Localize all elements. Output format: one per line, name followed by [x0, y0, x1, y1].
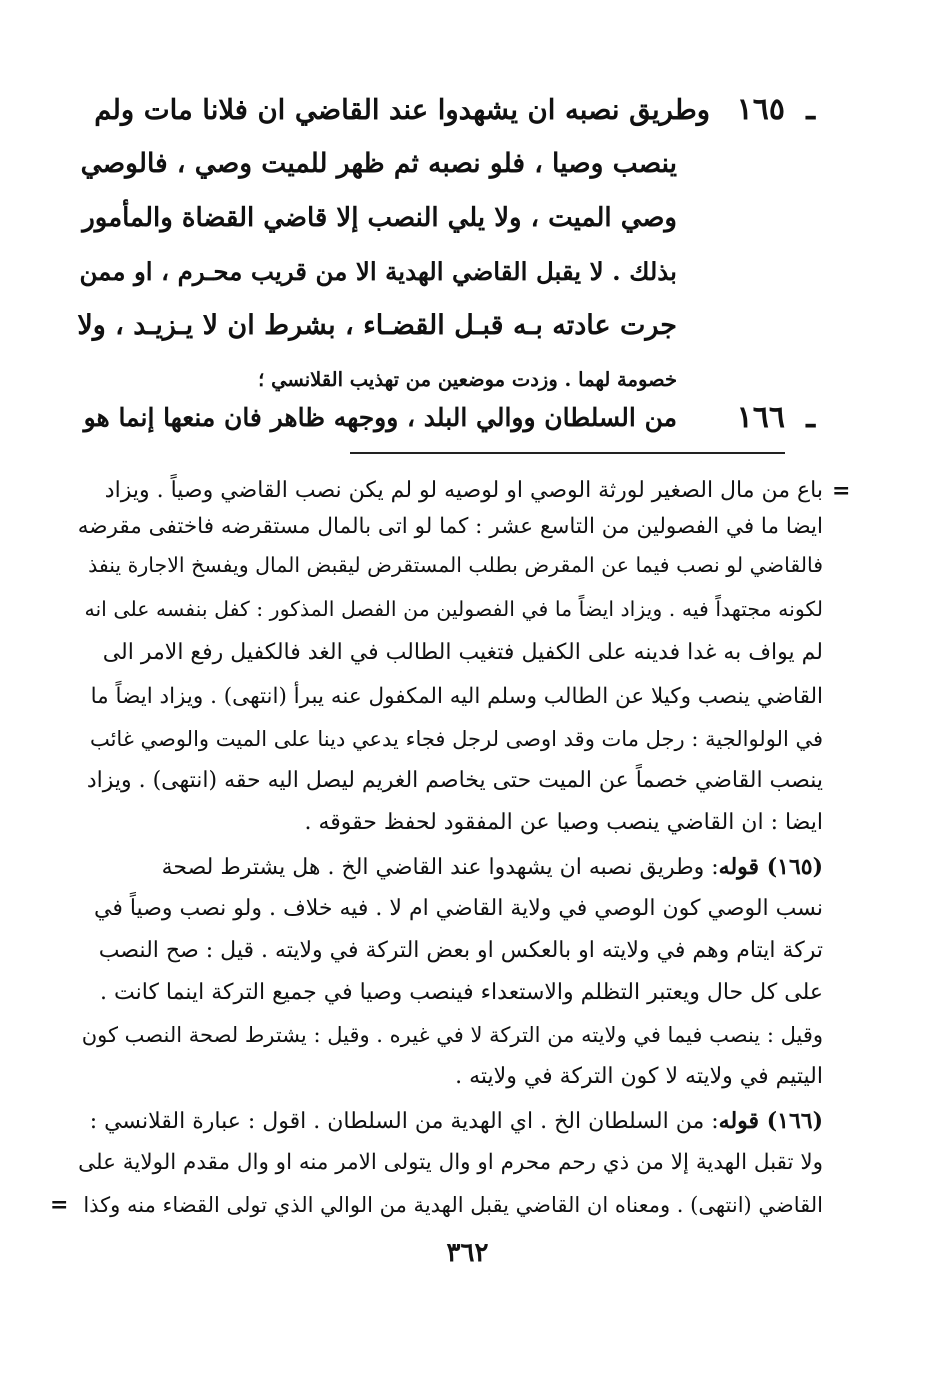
main-line-7: من السلطان ووالي البلد ، ووجهه ظاهر فان منعها إنما هو — [83, 403, 677, 432]
note-166-label: (١٦٦) قوله — [718, 1108, 823, 1134]
note-166-first-text: : من السلطان الخ . اي الهدية من السلطان . اقول : عبارة القلانسي : — [89, 1109, 719, 1134]
continuation-marker: = — [832, 478, 851, 504]
note-line-7: في الولوالجية : رجل مات وقد اوصى لرجل فجاء يدعي دينا على الميت والوصي غائب — [89, 727, 823, 751]
end-continuation-marker: = — [50, 1192, 69, 1218]
note-line-8: ينصب القاضي خصماً عن الميت حتى يخاصم الغريم ليصل اليه حقه (انتهى) . ويزاد — [86, 768, 823, 793]
item-dash-166: ـ — [806, 400, 815, 435]
note-line-1: باع من مال الصغير لورثة الوصي او لوصيه لو لم يكن نصب القاضي وصياً . ويزاد — [104, 478, 823, 503]
note-line-6: القاضي ينصب وكيلا عن الطالب وسلم اليه المكفول عنه يبرأ (انتهى) . ويزاد ايضاً ما — [90, 684, 823, 709]
main-line-1: وطريق نصبه ان يشهدوا عند القاضي ان فلانا مات ولم — [94, 94, 710, 126]
note-line-5: لم يواف به غدا فدينه على الكفيل فتغيب الطالب في الغد فالكفيل رفع الامر الى — [102, 640, 823, 665]
note-line-3: فالقاضي لو نصب فيما عن المقرض بطلب المستقرض ليقبض المال ويفسخ الاجارة ينفذ — [88, 553, 823, 577]
note-165-line-4: على كل حال ويعتبر التظلم والاستعداء فينصب وصيا في جميع التركة اينما كانت . — [100, 980, 823, 1005]
note-166-line-2: ولا تقبل الهدية إلا من ذي رحم محرم او وال يتولى الامر منه او وال مقدم الولاية على — [78, 1150, 823, 1175]
note-165-first-text: : وطريق نصبه ان يشهدوا عند القاضي الخ . هل يشترط لصحة — [161, 855, 719, 880]
main-line-5: جرت عادته بـه قبـل القضـاء ، بشرط ان لا يـزيـد ، ولا — [77, 310, 677, 341]
item-number-165: ١٦٥ — [736, 92, 785, 127]
note-line-9: ايضا : ان القاضي ينصب وصيا عن المفقود لحفظ حقوقه . — [304, 810, 823, 835]
footnote-divider — [350, 452, 785, 454]
note-165-line-3: تركة ايتام وهم في ولايته او بالعكس او بعض التركة في ولايته . قيل : صح النصب — [98, 938, 823, 963]
note-165-line-6: اليتيم في ولايته لا كون التركة في ولايته . — [455, 1064, 823, 1089]
page-number: ٣٦٢ — [446, 1238, 489, 1268]
note-line-2: ايضا ما في الفصولين من التاسع عشر : كما لو اتى بالمال مستقرضه فاختفى مقرضه — [77, 514, 823, 539]
main-line-2: ينصب وصيا ، فلو نصبه ثم ظهر للميت وصي ، فالوصي — [80, 148, 677, 179]
item-number-166: ١٦٦ — [736, 400, 785, 435]
note-line-4: لكونه مجتهداً فيه . ويزاد ايضاً ما في الفصولين من الفصل المذكور : كفل بنفسه على انه — [84, 597, 823, 621]
note-165-first-line — [78, 850, 823, 884]
note-166-line-3: القاضي (انتهى) . ومعناه ان القاضي يقبل الهدية من الوالي الذي تولى القضاء منه وكذا — [83, 1193, 823, 1217]
note-165-label: (١٦٥) قوله — [718, 854, 823, 880]
item-dash-165: ـ — [806, 92, 815, 127]
note-166-first-line — [78, 1104, 823, 1138]
main-line-6: خصومة لهما . وزدت موضعين من تهذيب القلانسي ؛ — [258, 368, 677, 391]
note-165-line-2: نسب الوصي كون الوصي في ولاية القاضي ام لا . فيه خلاف . ولو نصب وصياً في — [94, 896, 823, 921]
main-line-3: وصي الميت ، ولا يلي النصب إلا قاضي القضاة والمأمور — [82, 203, 677, 233]
main-line-4: بذلك . لا يقبل القاضي الهدية الا من قريب محـرم ، او ممن — [79, 257, 677, 286]
note-165-line-5: وقيل : ينصب فيما في ولايته من التركة لا في غيره . وقيل : يشترط لصحة النصب كون — [81, 1023, 823, 1047]
